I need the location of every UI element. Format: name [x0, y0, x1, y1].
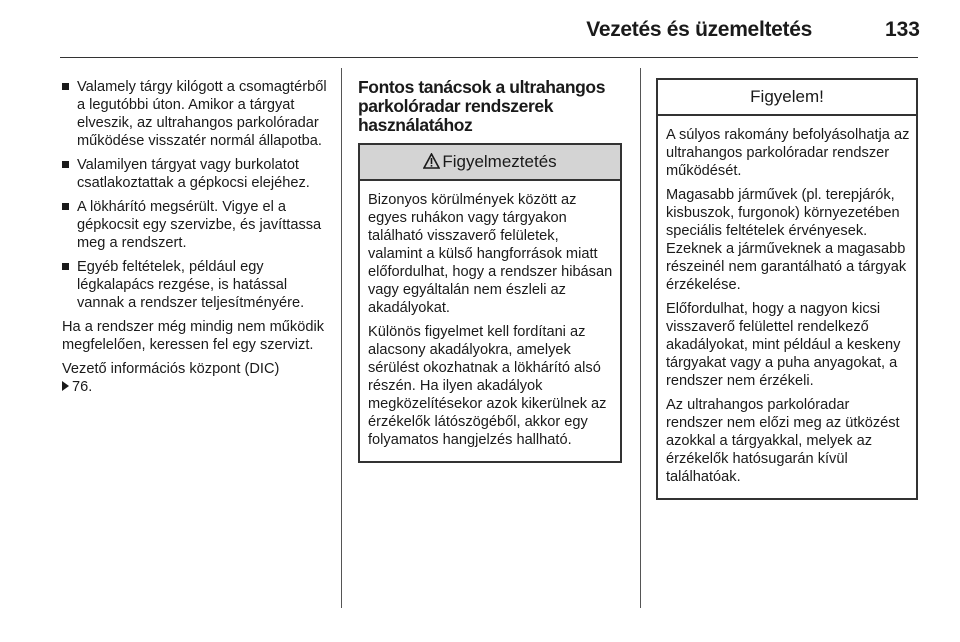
- bullet-square-icon: [62, 203, 69, 210]
- bullet-square-icon: [62, 83, 69, 90]
- warning-paragraph: Bizonyos körülmények között az egyes ruhákon vagy tárgyakon található visszaverő felületek, valamint a külső hangforrások miatt előfordulhat, hogy a rendszer hibásan vagy egyáltalán nem észleli az akadályokat.: [368, 192, 613, 316]
- left-column: [62, 78, 334, 402]
- list-item-text: Valamilyen tárgyat vagy burkolatot csatlakoztattak a gépkocsi elejéhez.: [77, 157, 310, 191]
- warning-box-header: [360, 145, 620, 181]
- attention-paragraph: Előfordulhat, hogy a nagyon kicsi visszaverő felülettel rendelkező akadályokat, mint például a keskeny tárgyakat vagy a puha anyagokat, a rendszer nem érzékeli.: [666, 301, 901, 389]
- list-item: [62, 156, 334, 192]
- warning-paragraph: Különös figyelmet kell fordítani az alacsony akadályokra, amelyek sérülést okozhatnak a lökhárító alsó részén. Ha ilyen akadályok megközelítésekor azok kikerülnek az érzékelők látószögéből, akkor egy folyamatos hangjelzés hallható.: [368, 324, 607, 448]
- list-item: [62, 78, 334, 150]
- list-item-text: A lökhárító megsérült. Vigye el a gépkocsit egy szervizbe, és javíttassa meg a rendszert.: [77, 199, 322, 251]
- attention-box-header: [658, 80, 916, 116]
- attention-box-body: [658, 116, 916, 498]
- list-item: [62, 258, 334, 312]
- section-heading: Fontos tanácsok a ultrahangos parkolóradar rendszerek használatához: [358, 77, 606, 135]
- attention-box-title: Figyelem!: [750, 87, 824, 106]
- page-number: 133: [884, 18, 920, 41]
- column-divider-left: [341, 68, 342, 608]
- dic-reference-paragraph: [62, 360, 334, 396]
- right-column: [656, 78, 918, 500]
- bullet-square-icon: [62, 161, 69, 168]
- column-divider-right: [640, 68, 641, 608]
- list-item: [62, 198, 334, 252]
- attention-box: [656, 78, 918, 500]
- bullet-list: [62, 78, 334, 312]
- page-reference-arrow-icon: [62, 381, 69, 391]
- page-header-title: Vezetés és üzemeltetés: [586, 18, 812, 41]
- attention-paragraph: Magasabb járművek (pl. terepjárók, kisbuszok, furgonok) környezetében speciális feltételek érvényesek. Ezeknek a járműveknek a magasabb részeinél nem garantálható a tárgyak érzékelése.: [666, 187, 907, 293]
- list-item-text: Egyéb feltételek, például egy légkalapács rezgése, is hatással vannak a rendszer teljesítményére.: [77, 259, 305, 311]
- warning-triangle-icon: [423, 153, 440, 169]
- list-item-text: Valamely tárgy kilógott a csomagtérből a legutóbbi úton. Amikor a tárgyat elveszik, az ultrahangos parkolóradar működése visszatér normál állapotba.: [77, 79, 327, 149]
- attention-paragraph: Az ultrahangos parkolóradar rendszer nem előzi meg az ütközést azokkal a tárgyakkal, melyek az érzékelők hatósugarán kívül találhatóak.: [666, 397, 900, 485]
- warning-box-title: Figyelmeztetés: [442, 152, 557, 171]
- warning-box-body: [360, 181, 620, 461]
- dic-reference-text: Vezető információs központ (DIC): [62, 361, 280, 377]
- attention-paragraph: A súlyos rakomány befolyásolhatja az ultrahangos parkolóradar rendszer működését.: [666, 127, 910, 179]
- header-rule: [60, 57, 918, 58]
- service-paragraph: Ha a rendszer még mindig nem működik megfelelően, keressen fel egy szervizt.: [62, 319, 324, 353]
- middle-column: [358, 78, 622, 463]
- page-reference[interactable]: 76.: [72, 379, 93, 395]
- warning-box: [358, 143, 622, 463]
- bullet-square-icon: [62, 263, 69, 270]
